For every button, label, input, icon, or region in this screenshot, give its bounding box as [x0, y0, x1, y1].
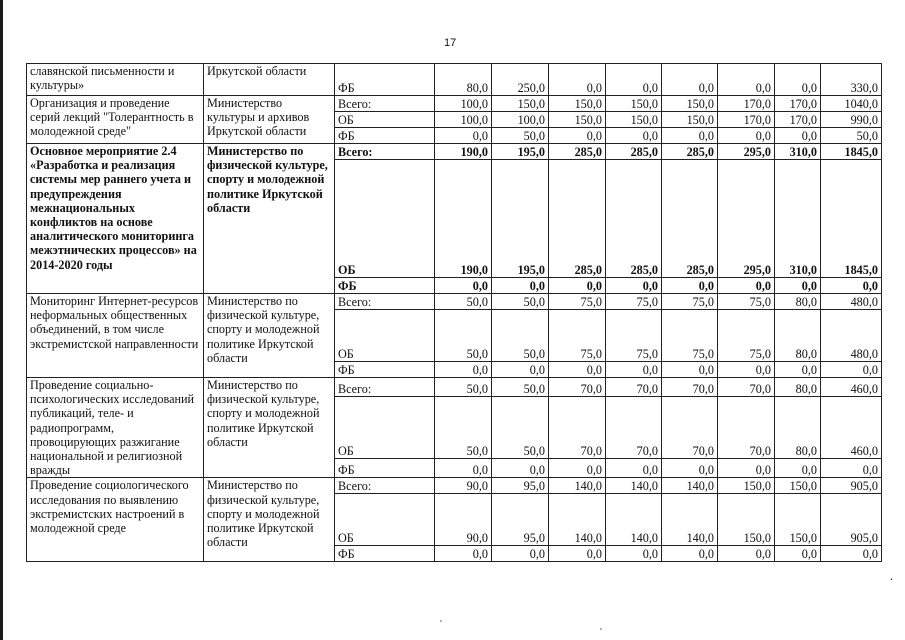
year-value-cell: 170,0: [718, 112, 775, 128]
activity-cell: Мониторинг Интернет-ресурсов неформальных общественных объединений, в том числе экстремистской направленности: [27, 294, 204, 378]
year-value-cell: 75,0: [549, 310, 606, 362]
year-value-cell: 70,0: [549, 378, 606, 397]
year-value-cell: 150,0: [606, 112, 662, 128]
fund-source-cell: ОБ: [335, 310, 435, 362]
year-value-cell: 0,0: [435, 128, 492, 144]
year-value-cell: 75,0: [549, 294, 606, 310]
year-value-cell: 0,0: [549, 64, 606, 96]
year-value-cell: 75,0: [718, 294, 775, 310]
year-value-cell: 0,0: [718, 546, 775, 562]
table-row: [27, 64, 882, 96]
year-value-cell: 150,0: [718, 494, 775, 546]
year-value-cell: 50,0: [492, 310, 549, 362]
trailing-mark: .: [890, 569, 893, 583]
year-value-cell: 75,0: [662, 294, 718, 310]
year-value-cell: 0,0: [549, 128, 606, 144]
year-value-cell: 0,0: [775, 278, 821, 294]
year-value-cell: 75,0: [718, 310, 775, 362]
year-value-cell: 0,0: [662, 546, 718, 562]
year-value-cell: 310,0: [775, 160, 821, 278]
year-value-cell: 150,0: [775, 478, 821, 494]
year-value-cell: 150,0: [775, 494, 821, 546]
year-value-cell: 0,0: [606, 278, 662, 294]
total-value-cell: 460,0: [821, 397, 882, 459]
executor-cell: Министерство по физической культуре, спорту и молодежной политике Иркутской области: [204, 144, 335, 294]
year-value-cell: 0,0: [775, 128, 821, 144]
total-value-cell: 480,0: [821, 310, 882, 362]
year-value-cell: 285,0: [662, 144, 718, 160]
total-value-cell: 0,0: [821, 362, 882, 378]
activity-cell: Организация и проведение серий лекций "Толерантность в молодежной среде": [27, 96, 204, 144]
year-value-cell: 140,0: [606, 478, 662, 494]
year-value-cell: 0,0: [492, 278, 549, 294]
year-value-cell: 70,0: [549, 397, 606, 459]
year-value-cell: 0,0: [435, 546, 492, 562]
year-value-cell: 285,0: [662, 160, 718, 278]
fund-source-cell: ФБ: [335, 64, 435, 96]
year-value-cell: 0,0: [662, 64, 718, 96]
fund-source-cell: Всего:: [335, 144, 435, 160]
scan-edge: [0, 0, 3, 640]
year-value-cell: 170,0: [775, 96, 821, 112]
year-value-cell: 70,0: [662, 378, 718, 397]
year-value-cell: 0,0: [775, 546, 821, 562]
year-value-cell: 285,0: [549, 160, 606, 278]
year-value-cell: 75,0: [606, 310, 662, 362]
year-value-cell: 80,0: [775, 397, 821, 459]
year-value-cell: 0,0: [718, 128, 775, 144]
year-value-cell: 140,0: [606, 494, 662, 546]
table-row: [27, 96, 882, 112]
year-value-cell: 50,0: [492, 378, 549, 397]
year-value-cell: 80,0: [775, 310, 821, 362]
year-value-cell: 50,0: [435, 294, 492, 310]
year-value-cell: 75,0: [662, 310, 718, 362]
total-value-cell: 905,0: [821, 494, 882, 546]
total-value-cell: 0,0: [821, 278, 882, 294]
year-value-cell: 80,0: [775, 378, 821, 397]
total-value-cell: 480,0: [821, 294, 882, 310]
year-value-cell: 150,0: [606, 96, 662, 112]
year-value-cell: 0,0: [718, 64, 775, 96]
year-value-cell: 50,0: [435, 378, 492, 397]
activity-cell: славянской письменности и культуры»: [27, 64, 204, 96]
scan-speck: [440, 620, 442, 622]
year-value-cell: 310,0: [775, 144, 821, 160]
year-value-cell: 190,0: [435, 144, 492, 160]
year-value-cell: 250,0: [492, 64, 549, 96]
year-value-cell: 90,0: [435, 478, 492, 494]
year-value-cell: 0,0: [606, 362, 662, 378]
year-value-cell: 285,0: [549, 144, 606, 160]
year-value-cell: 295,0: [718, 144, 775, 160]
year-value-cell: 295,0: [718, 160, 775, 278]
year-value-cell: 170,0: [775, 112, 821, 128]
total-value-cell: 990,0: [821, 112, 882, 128]
total-value-cell: 50,0: [821, 128, 882, 144]
year-value-cell: 95,0: [492, 478, 549, 494]
year-value-cell: 0,0: [549, 546, 606, 562]
executor-cell: Иркутской области: [204, 64, 335, 96]
year-value-cell: 0,0: [718, 459, 775, 478]
table-row: [27, 144, 882, 160]
year-value-cell: 0,0: [662, 459, 718, 478]
budget-table: [26, 63, 882, 562]
year-value-cell: 0,0: [775, 459, 821, 478]
year-value-cell: 50,0: [492, 397, 549, 459]
total-value-cell: 1845,0: [821, 160, 882, 278]
year-value-cell: 100,0: [492, 112, 549, 128]
year-value-cell: 0,0: [662, 278, 718, 294]
year-value-cell: 70,0: [718, 378, 775, 397]
year-value-cell: 0,0: [718, 278, 775, 294]
year-value-cell: 0,0: [662, 128, 718, 144]
fund-source-cell: Всего:: [335, 96, 435, 112]
year-value-cell: 100,0: [435, 96, 492, 112]
fund-source-cell: ОБ: [335, 494, 435, 546]
year-value-cell: 140,0: [662, 494, 718, 546]
year-value-cell: 150,0: [549, 112, 606, 128]
year-value-cell: 0,0: [492, 546, 549, 562]
table-row: [27, 294, 882, 310]
fund-source-cell: ФБ: [335, 459, 435, 478]
year-value-cell: 0,0: [775, 362, 821, 378]
fund-source-cell: Всего:: [335, 294, 435, 310]
year-value-cell: 0,0: [775, 64, 821, 96]
fund-source-cell: ОБ: [335, 397, 435, 459]
executor-cell: Министерство культуры и архивов Иркутской области: [204, 96, 335, 144]
fund-source-cell: ФБ: [335, 546, 435, 562]
year-value-cell: 195,0: [492, 160, 549, 278]
year-value-cell: 150,0: [662, 112, 718, 128]
year-value-cell: 0,0: [435, 362, 492, 378]
year-value-cell: 0,0: [549, 362, 606, 378]
year-value-cell: 150,0: [718, 478, 775, 494]
year-value-cell: 0,0: [492, 362, 549, 378]
year-value-cell: 70,0: [662, 397, 718, 459]
year-value-cell: 95,0: [492, 494, 549, 546]
executor-cell: Министерство по физической культуре, спорту и молодежной политике Иркутской области: [204, 294, 335, 378]
fund-source-cell: ОБ: [335, 112, 435, 128]
year-value-cell: 80,0: [435, 64, 492, 96]
year-value-cell: 50,0: [492, 294, 549, 310]
year-value-cell: 190,0: [435, 160, 492, 278]
executor-cell: Министерство по физической культуре, спорту и молодежной политике Иркутской области: [204, 478, 335, 562]
year-value-cell: 50,0: [492, 128, 549, 144]
year-value-cell: 50,0: [435, 397, 492, 459]
year-value-cell: 0,0: [549, 278, 606, 294]
total-value-cell: 460,0: [821, 378, 882, 397]
year-value-cell: 140,0: [662, 478, 718, 494]
year-value-cell: 0,0: [718, 362, 775, 378]
fund-source-cell: Всего:: [335, 478, 435, 494]
year-value-cell: 140,0: [549, 494, 606, 546]
fund-source-cell: ОБ: [335, 160, 435, 278]
year-value-cell: 0,0: [492, 459, 549, 478]
activity-cell: Проведение социологического исследования по выявлению экстремистских настроений в молодежной среде: [27, 478, 204, 562]
year-value-cell: 140,0: [549, 478, 606, 494]
total-value-cell: 1845,0: [821, 144, 882, 160]
year-value-cell: 195,0: [492, 144, 549, 160]
year-value-cell: 285,0: [606, 160, 662, 278]
table-row: [27, 478, 882, 494]
year-value-cell: 285,0: [606, 144, 662, 160]
year-value-cell: 0,0: [435, 278, 492, 294]
fund-source-cell: ФБ: [335, 128, 435, 144]
total-value-cell: 1040,0: [821, 96, 882, 112]
total-value-cell: 330,0: [821, 64, 882, 96]
fund-source-cell: ФБ: [335, 362, 435, 378]
total-value-cell: 905,0: [821, 478, 882, 494]
year-value-cell: 0,0: [606, 128, 662, 144]
year-value-cell: 75,0: [606, 294, 662, 310]
fund-source-cell: Всего:: [335, 378, 435, 397]
year-value-cell: 150,0: [492, 96, 549, 112]
year-value-cell: 50,0: [435, 310, 492, 362]
page-number: 17: [444, 37, 457, 49]
total-value-cell: 0,0: [821, 546, 882, 562]
year-value-cell: 0,0: [549, 459, 606, 478]
fund-source-cell: ФБ: [335, 278, 435, 294]
table-row: [27, 378, 882, 397]
year-value-cell: 0,0: [606, 64, 662, 96]
year-value-cell: 100,0: [435, 112, 492, 128]
year-value-cell: 0,0: [606, 459, 662, 478]
total-value-cell: 0,0: [821, 459, 882, 478]
year-value-cell: 0,0: [435, 459, 492, 478]
activity-cell: Основное мероприятие 2.4 «Разработка и реализация системы мер раннего учета и предупреждения межнациональных конфликтов на основе аналитического мониторинга межэтнических процессов» на 2014-2020 годы: [27, 144, 204, 294]
year-value-cell: 170,0: [718, 96, 775, 112]
year-value-cell: 0,0: [662, 362, 718, 378]
year-value-cell: 150,0: [662, 96, 718, 112]
year-value-cell: 70,0: [606, 378, 662, 397]
activity-cell: Проведение социально-психологических исследований публикаций, теле- и радиопрограмм, провоцирующих разжигание национальной и религиозной вражды: [27, 378, 204, 478]
year-value-cell: 80,0: [775, 294, 821, 310]
year-value-cell: 0,0: [606, 546, 662, 562]
scan-speck: [600, 628, 602, 630]
year-value-cell: 70,0: [606, 397, 662, 459]
year-value-cell: 70,0: [718, 397, 775, 459]
year-value-cell: 90,0: [435, 494, 492, 546]
executor-cell: Министерство по физической культуре, спорту и молодежной политике Иркутской области: [204, 378, 335, 478]
year-value-cell: 150,0: [549, 96, 606, 112]
